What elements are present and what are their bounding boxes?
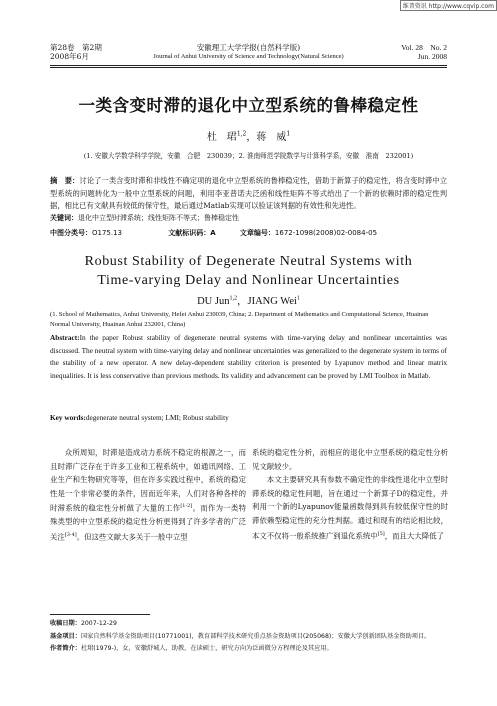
running-header	[50, 43, 447, 65]
received-label: 收稿日期：	[50, 620, 81, 627]
fund-info	[50, 631, 447, 644]
received-value: 2007-12-29	[80, 620, 117, 627]
received-date	[50, 618, 447, 631]
citation: [1-2]	[180, 503, 193, 510]
author-name: 杜 珺	[206, 132, 237, 143]
author-separator: ，	[246, 132, 257, 143]
classification-line	[50, 228, 447, 238]
doc-code-value: A	[210, 229, 216, 237]
author-bio-value: 杜珺(1979-)，女，安徽舒城人，助教，在读硕士，研究方向为泛函微分方程理论及其应用。	[80, 645, 333, 652]
author-affil-mark: 1	[286, 130, 291, 138]
body-text: 。而作为一类特殊类型的中立型系统的稳定性分析更得到了许多学者的广泛关注	[50, 503, 246, 542]
affiliation-cn: (1. 安徽大学数学科学学院，安徽 合肥 230039；2. 淮南师范学院数学与计算科学系，安徽 淮南 232001)	[83, 152, 414, 160]
body-text: 本文主要研究具有参数不确定性的非线性退化中立型时滞系统的稳定性问题，旨在通过一个新算子D的稳定性，并利用一个新的Lyapunov能量函数得到具有较低保守性的时滞依赖型稳定性的充分性判据。通过和现有的结论相比较，本文不仅将一般系统推广到退化系统中	[252, 475, 448, 541]
paper-title-cn: 一类含变时滞的退化中立型系统的鲁棒稳定性	[78, 96, 419, 115]
abstract-label: 摘 要：	[50, 176, 80, 185]
authors-en	[0, 293, 497, 308]
abstract-text: 讨论了一类含变时滞和非线性不确定项的退化中立型系统的鲁棒稳定性，借助于新算子的稳定性，将含变时滞中立型系统的问题转化为一般中立型系统的问题，利用李亚普诺夫泛函和线性矩阵不等式给出了一个新的依赖时滞的稳定性判据，相比已有文献具有较低的保守性，最后通过Matlab实现可以验证该判据的有效性和先进性。	[50, 176, 448, 210]
author-bio-label: 作者简介：	[50, 645, 81, 652]
article-no-value: 1672-1098(2008)02-0084-05	[274, 229, 378, 237]
body-text: 。但这些文献大多关于一般中立型	[76, 532, 188, 542]
author-name: DU Jun	[197, 296, 230, 307]
author-affil-mark: 1	[296, 295, 300, 302]
watermark-stamp: 维普资讯 http://www.cqvip.com	[400, 0, 497, 11]
footnote	[50, 618, 447, 656]
body-column-left	[50, 446, 246, 544]
fund-label: 基金项目：	[50, 632, 81, 640]
header-right	[401, 43, 447, 61]
authors-cn	[0, 128, 497, 143]
body-text: 众所周知，时滞是造成动力系统不稳定的根源之一，而且时滞广泛存在于许多工业和工程系统中，如通讯网络、工业生产和生物研究等等，但在许多实践过程中，系统的稳定性是一个非常必要的条件，因而近年来，人们对各种各样的时滞系统的稳定性分析做了大量的工作	[50, 448, 246, 513]
header-rule	[50, 65, 447, 66]
abstract-text: In the paper Robust stability of degenerate neutral systems with time-varying delay and nonlinear uncertainties was discussed. The neutral system with time-varying delay and nonlinear uncertainties was generalized to the degenerate system in terms of the stability of a new operator. A new delay-dependent stability criterion is presented by Lyapunov method and linear matrix inequalities. It is less conservative than previous methods. Its validity and advancement can be proved by LMI Toolbox in Matlab.	[50, 333, 447, 380]
journal-name-en: Journal of Anhui University of Science and Technology(Natural Science)	[153, 53, 344, 60]
keywords-label: 关键词：	[50, 214, 78, 222]
paper-title-en	[0, 252, 497, 290]
citation: [5]	[377, 530, 385, 537]
author-name: JIANG Wei	[247, 296, 297, 307]
keywords-cn	[50, 213, 447, 223]
keywords-en	[50, 413, 447, 422]
abstract-cn	[50, 175, 447, 213]
body-column-right	[252, 446, 448, 543]
body-paragraph	[252, 473, 448, 542]
body-paragraph: 系统的稳定性分析，而相应的退化中立型系统的稳定性分析见文献较少。	[252, 448, 448, 471]
author-name: 蒋 威	[256, 132, 287, 143]
body-text: ，而且大大降低了	[384, 531, 444, 541]
clc-value: O175.13	[92, 229, 123, 237]
author-bio	[50, 643, 447, 656]
volume-cn: 第28卷 第2期	[50, 43, 102, 52]
volume-en: Vol. 28 No. 2	[401, 43, 447, 52]
title-en-line: Robust Stability of Degenerate Neutral Systems with	[84, 254, 413, 269]
author-separator: ，	[236, 296, 248, 307]
header-center	[50, 43, 447, 61]
footnote-rule	[50, 614, 150, 615]
keywords-text: 退化中立型时滞系统；线性矩阵不等式；鲁棒稳定性	[78, 214, 239, 222]
fund-value: 国家自然科学基金资助项目(10771001)，教育部科学技术研究重点基金资助项目(205068)；安徽大学创新团队基金资助项目。	[80, 632, 431, 640]
keywords-text: degenerate neutral system; LMI; Robust stability	[85, 413, 229, 422]
affiliation-en: (1. School of Mathematics, Anhui University, Hefei Anhui 230039, China; 2. Department of Mathematics and Computational Science, Huainan Normal University, Huainan Anhui 232001, China)	[50, 311, 429, 328]
date-cn: 2008年6月	[50, 52, 89, 61]
citation: [3-4]	[64, 532, 77, 539]
title-en-line: Time-varying Delay and Nonlinear Uncertainties	[97, 273, 400, 288]
article-no-label: 文章编号：	[239, 229, 275, 237]
author-affil-mark: 1,2	[229, 295, 237, 302]
doc-code-label: 文献标识码：	[168, 229, 211, 237]
author-affil-mark: 1,2	[236, 130, 247, 138]
clc-label: 中图分类号：	[50, 229, 92, 237]
abstract-label: Abstract:	[50, 333, 80, 342]
header-rule-thin	[50, 67, 447, 68]
body-paragraph	[50, 446, 246, 544]
journal-name-cn: 安徽理工大学学报(自然科学版)	[196, 43, 301, 52]
abstract-en	[50, 332, 447, 382]
date-en: Jun. 2008	[417, 52, 447, 61]
keywords-label: Key words:	[50, 413, 86, 422]
